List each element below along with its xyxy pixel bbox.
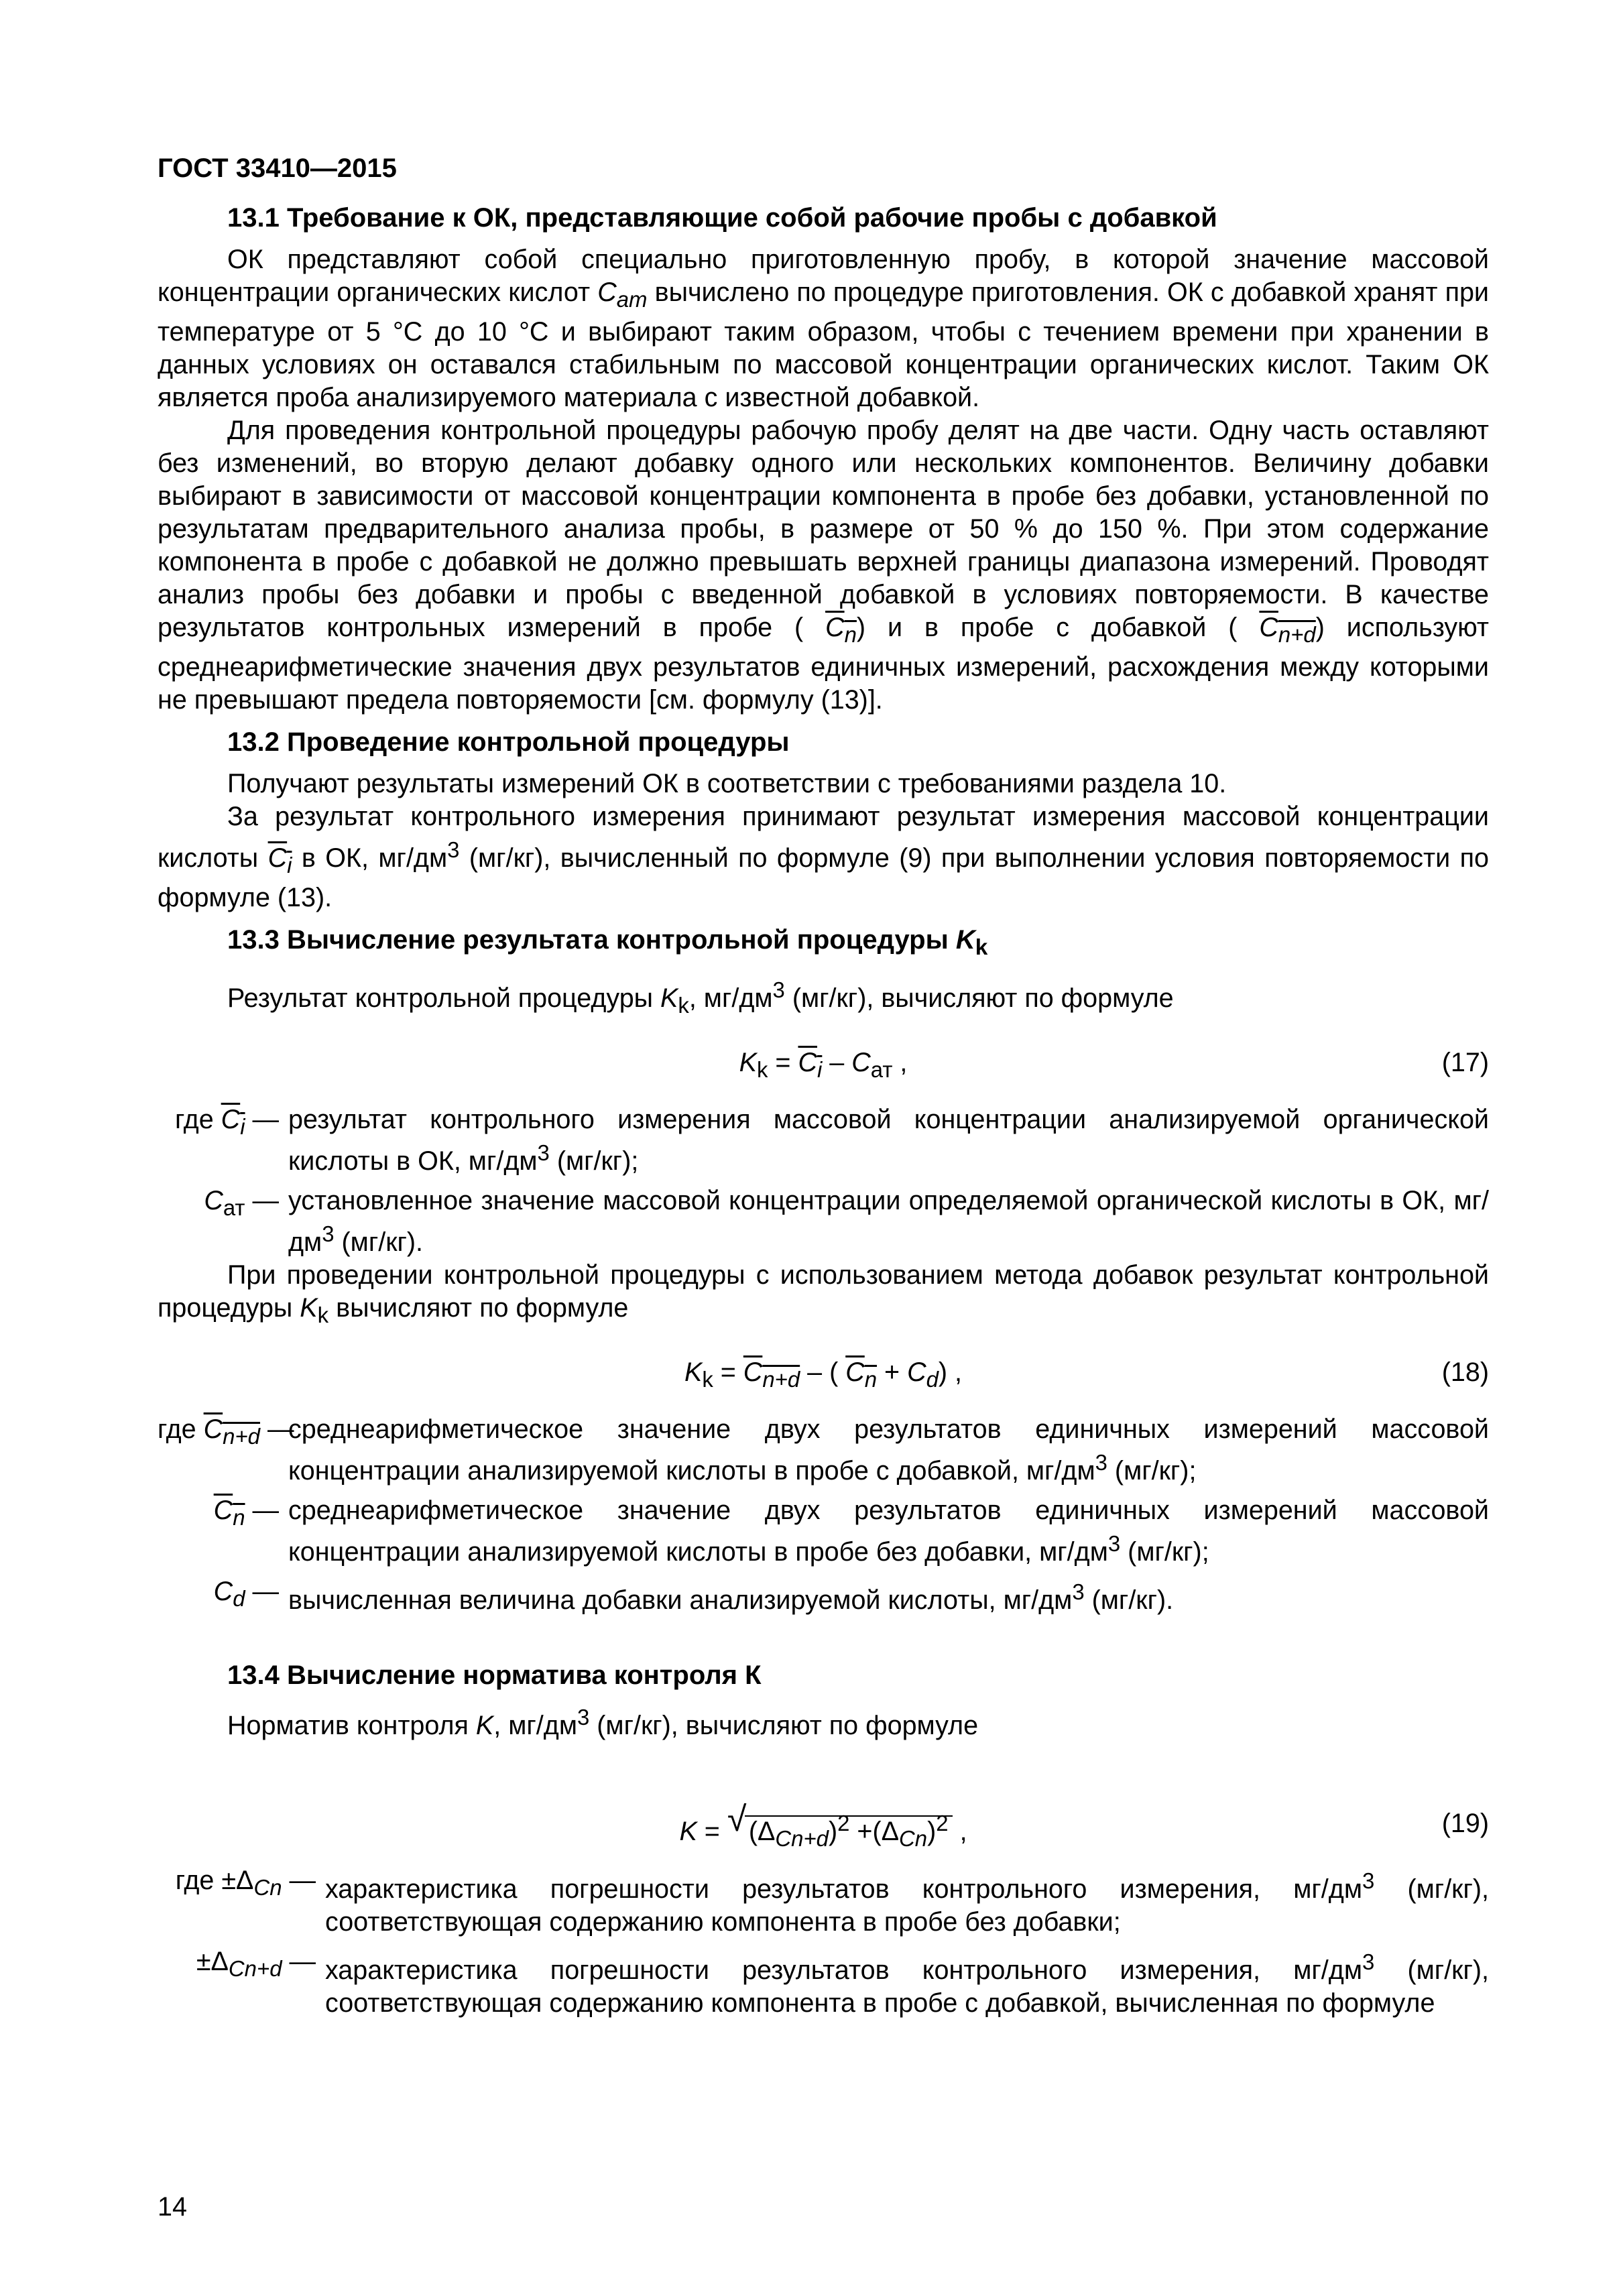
section-13-1-paragraph-1: ОК представляют собой специально приготовленную пробу, в которой значение массовой концентрации органических кислот $С_{ат}$ вычислено по процедуре приготовления. ОК с добавкой хранят при температуре от 5 °С до 10 °С и выбирают таким образом, чтобы с течением времени при хранении в данных условиях он оставался стабильным по массовой концентрации органических кислот. Таким ОК является проба анализируемого материала с известной добавкой.: [158, 245, 1489, 412]
symbol-c-at: $С_{ат}$: [597, 278, 648, 312]
symbol-c-nd-bar: $C_{n+d}$: [1259, 612, 1316, 647]
document-page: [158, 151, 1489, 2020]
where-description: результат контрольного измерения массовой концентрации анализируемой органической кислоты в ОК, $мг/дм^3$ (мг/кг);: [288, 1104, 1489, 1176]
symbol-c-n-bar: $C_n$: [825, 612, 857, 647]
section-13-1-paragraph-2: Для проведения контрольной процедуры рабочую пробу делят на две части. Одну часть оставляют без изменений, во вторую делают добавку одного или нескольких компонентов. Величину добавки выбирают в зависимости от массовой концентрации компонента в пробе без добавки, установленной по результатам предварительного анализа пробы, в размере от 50 % до 150 %. При этом содержание компонента в пробе с добавкой не должно превышать верхней границы диапазона измерений. Проводят анализ пробы без добавки и пробы с введенной добавкой в условиях повторяемости. В качестве результатов контрольных измерений в пробе ( $C_n$) и в пробе с добавкой ( $C_{n+d}$) используют среднеарифметические значения двух результатов единичных измерений, расхождения между которыми не превышают предела повторяемости [см. формулу (13)].: [158, 415, 1490, 715]
where-symbol: где $\pm\Delta_{Cn}$ —: [175, 1865, 316, 1900]
formula-18-expression: $K_k = C_{n+d}$ – ( $C_n + C_d$) ,: [684, 1357, 963, 1392]
section-13-3-paragraph-2: При проведении контрольной процедуры с использованием метода добавок результат контрольной процедуры $K_k$ вычисляют по формуле: [158, 1260, 1489, 1328]
section-13-2-title: 13.2 Проведение контрольной процедуры: [227, 727, 790, 757]
where-symbol: где $C_{n+d}$ —: [158, 1414, 294, 1449]
where-description: характеристика погрешности результатов контрольного измерения, $мг/дм^3$ (мг/кг), соответствующая содержанию компонента в пробе с добавкой, вычисленная по формуле: [325, 1949, 1490, 2018]
where-symbol: $C_d$ —: [213, 1577, 279, 1612]
where-c-at: [158, 1185, 1489, 1259]
section-13-1-title: 13.1 Требование к ОК, представляющие собой рабочие пробы с добавкой: [227, 203, 1217, 233]
formula-17-number: (17): [1441, 1047, 1489, 1077]
where-description: вычисленная величина добавки анализируемой кислоты, $мг/дм^3$ (мг/кг).: [288, 1579, 1174, 1616]
where-description: установленное значение массовой концентрации определяемой органической кислоты в ОК, $мг/дм^3$ (мг/кг).: [288, 1186, 1489, 1258]
radical-sign: √: [727, 1799, 747, 1839]
formula-19: [158, 1799, 1489, 1851]
where-description: характеристика погрешности результатов контрольного измерения, $мг/дм^3$ (мг/кг), соответствующая содержанию компонента в пробе без добавки;: [325, 1868, 1490, 1937]
where-delta-cn: [158, 1864, 1489, 1939]
formula-18: [158, 1349, 1489, 1396]
formula-19-expression: K = √ $(\Delta_{Cn+d})^2 +(\Delta_{Cn})^2$ ,: [158, 1800, 1489, 1862]
page-number: 14: [158, 2192, 187, 2222]
section-13-2-paragraph-1: Получают результаты измерений ОК в соответствии с требованиями раздела 10.: [227, 768, 1227, 798]
formula-19-number: (19): [1441, 1808, 1489, 1838]
where-symbol: где $C_i$ —: [175, 1104, 279, 1139]
section-13-3-title: 13.3 Вычисление результата контрольной процедуры $K_k$: [227, 924, 988, 960]
where-description: среднеарифметическое значение двух результатов единичных измерений массовой концентрации анализируемой кислоты в пробе без добавки, $мг/дм^3$ (мг/кг);: [288, 1496, 1489, 1567]
where-symbol: $\pm\Delta_{Cn+d}$ —: [196, 1946, 316, 1981]
section-13-4-title: 13.4 Вычисление норматива контроля К: [227, 1660, 762, 1690]
formula-18-number: (18): [1441, 1357, 1489, 1388]
section-13-4-paragraph-1: Норматив контроля K, $мг/дм^3$ (мг/кг), вычисляют по формуле: [227, 1704, 979, 1740]
where-description: среднеарифметическое значение двух результатов единичных измерений массовой концентрации анализируемой кислоты в пробе с добавкой, $мг/дм^3$ (мг/кг);: [288, 1414, 1489, 1486]
square-root: √ $(\Delta_{Cn+d})^2 +(\Delta_{Cn})^2$: [727, 1800, 953, 1862]
where-delta-cnd: [158, 1945, 1489, 2020]
document-header: ГОСТ 33410—2015: [158, 154, 397, 183]
formula-17: [158, 1039, 1489, 1086]
section-13-2-paragraph-2: За результат контрольного измерения принимают результат измерения массовой концентрации кислоты $C_i$ в ОК, $мг/дм^3$ (мг/кг), вычисленный по формуле (9) при выполнении условия повторяемости по формуле (13).: [158, 801, 1489, 912]
where-c-nd: [158, 1413, 1489, 1488]
section-13-3-paragraph-1: Результат контрольной процедуры $K_k$, $мг/дм^3$ (мг/кг), вычисляют по формуле: [227, 977, 1174, 1018]
where-c-n: [158, 1494, 1489, 1569]
formula-17-expression: $K_k = C_i - C_{ат}$ ,: [739, 1047, 908, 1082]
where-symbol: $C_{ат}$ —: [204, 1186, 279, 1220]
where-c-i: [158, 1103, 1489, 1178]
where-symbol: $C_n$ —: [213, 1496, 279, 1530]
symbol-c-i-bar: $C_i$: [267, 843, 292, 878]
where-c-d: [158, 1575, 1489, 1617]
